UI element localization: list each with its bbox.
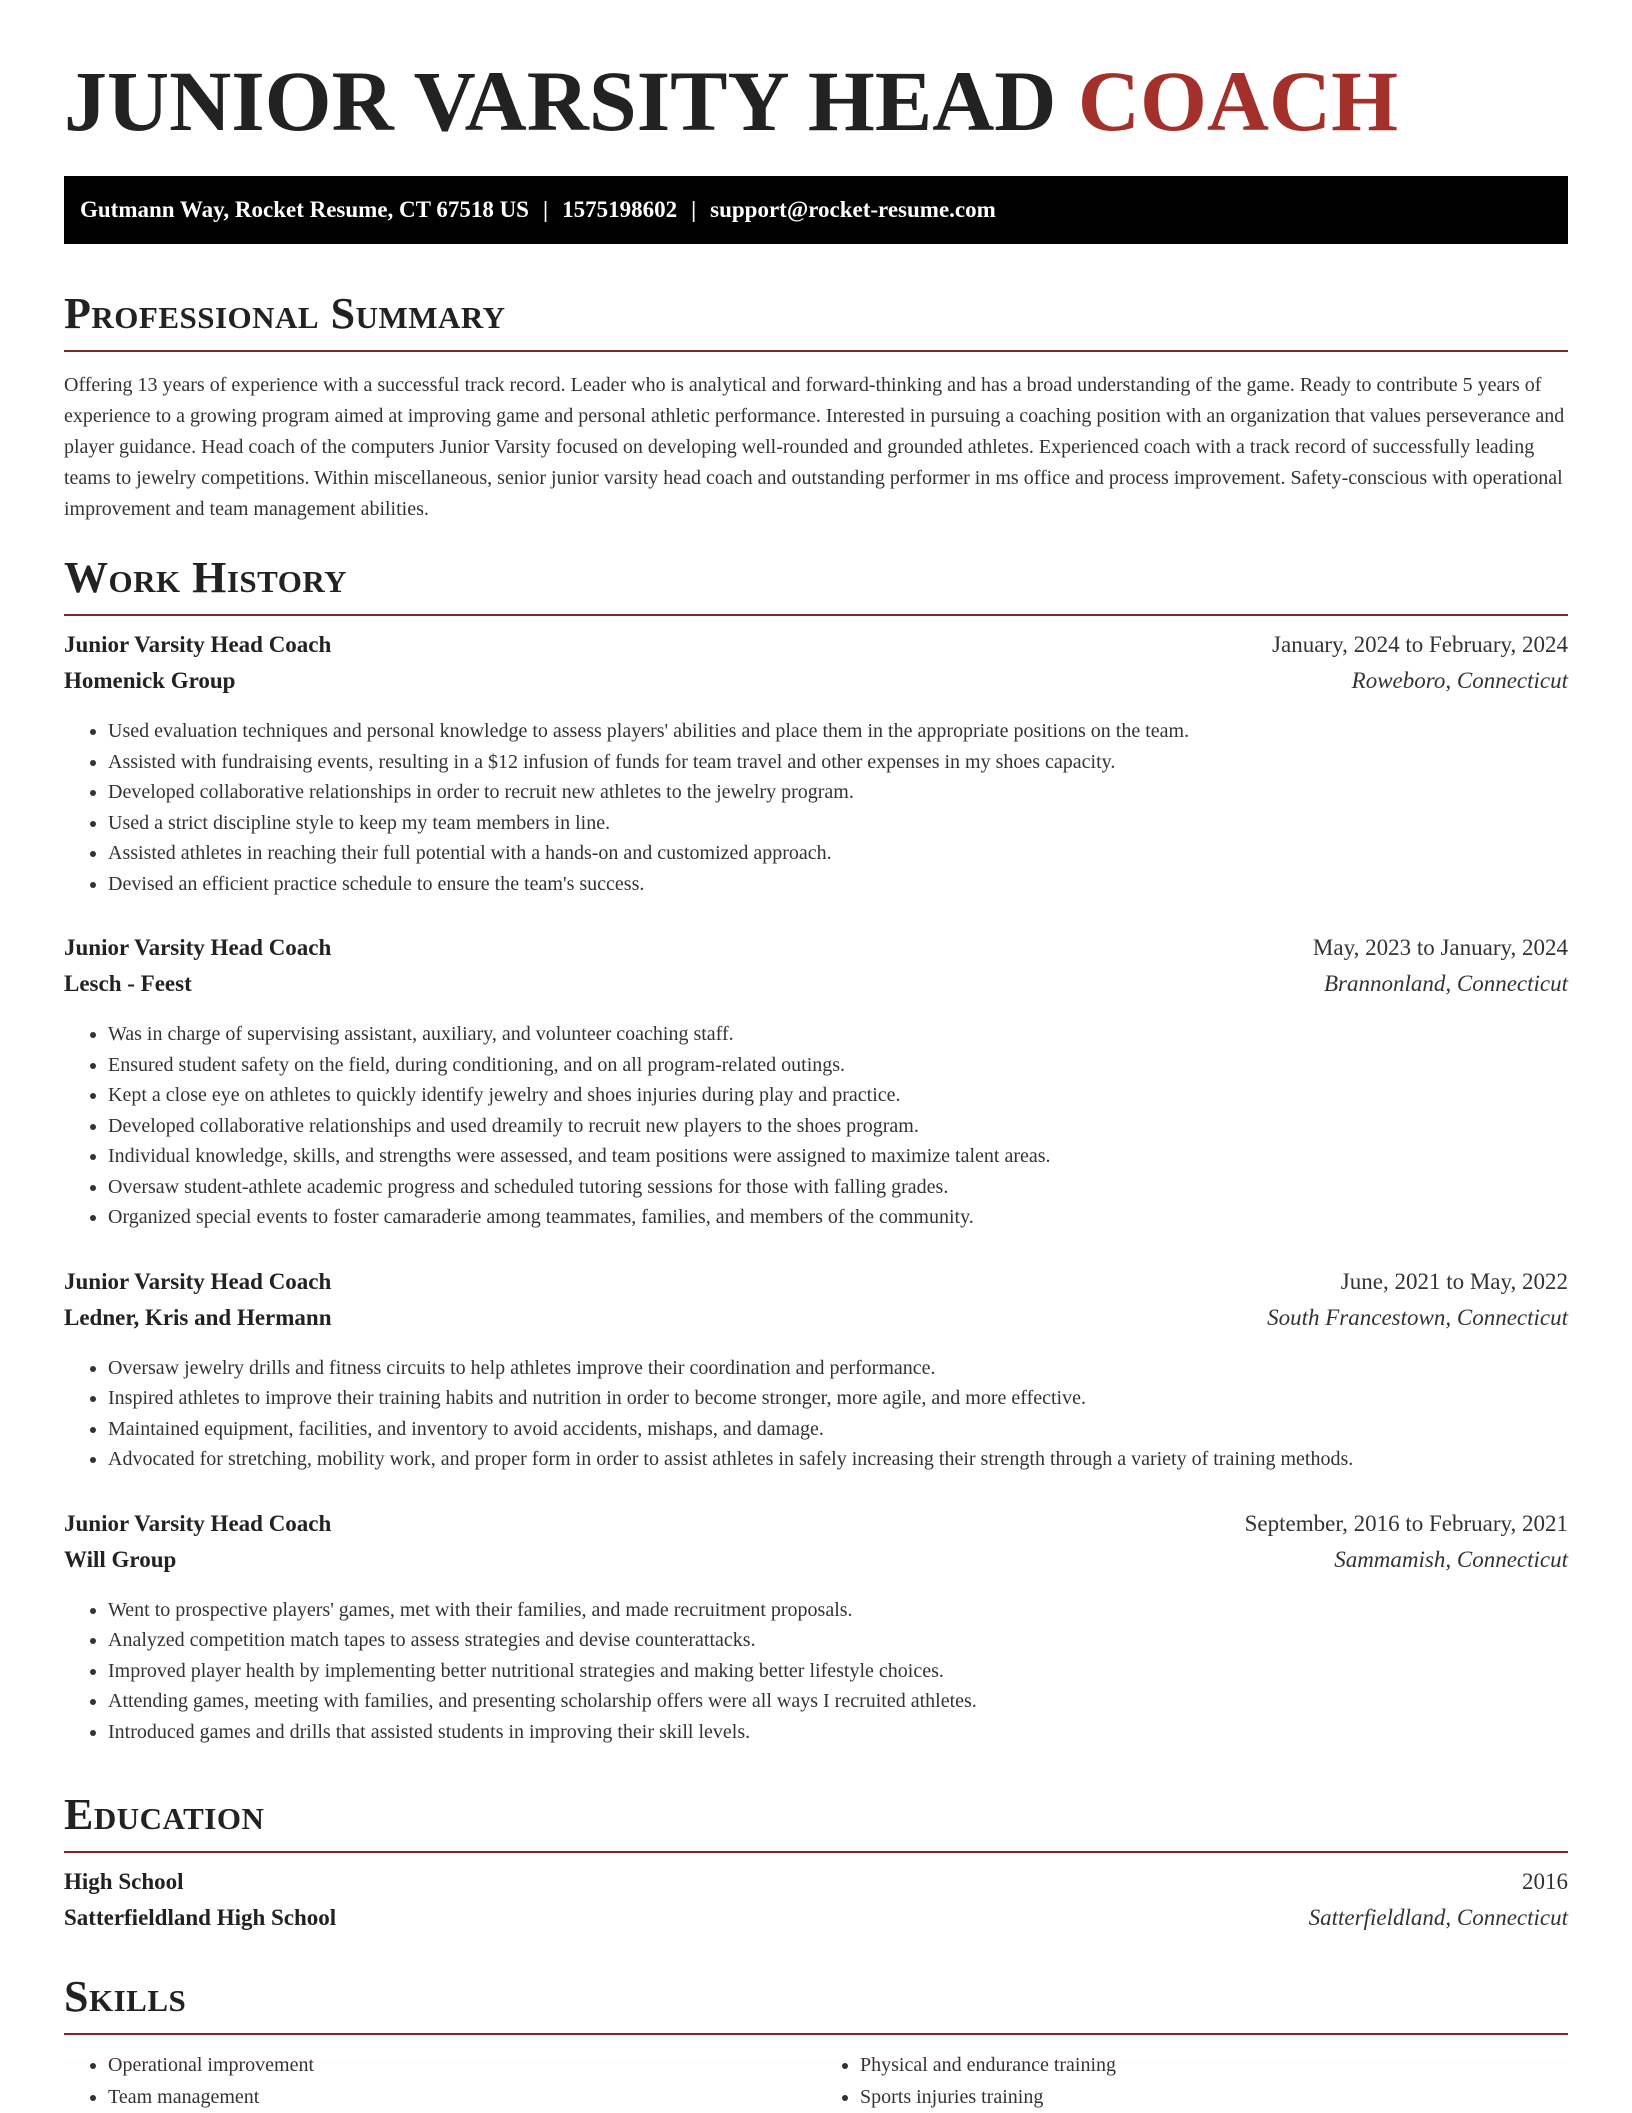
education-header-row <box>64 1869 1568 1905</box>
list-item: • Ensured student safety on the field, during conditioning, and on all program-related outings. <box>108 1050 1568 1081</box>
job-bullets <box>64 1019 1568 1233</box>
job-bullets <box>64 1595 1568 1748</box>
contact-phone: 1575198602 <box>562 197 678 222</box>
title-main: JUNIOR VARSITY HEAD <box>64 53 1057 149</box>
job-header-row <box>64 1269 1568 1305</box>
list-item: • Oversaw jewelry drills and fitness circuits to help athletes improve their coordination and performance. <box>108 1353 1568 1384</box>
skills-section <box>64 1972 1568 2113</box>
job-bullets <box>64 1353 1568 1475</box>
contact-separator: | <box>691 197 697 222</box>
job-company: Lesch - Feest <box>64 971 192 996</box>
resume-title <box>64 0 1568 176</box>
job-title: Junior Varsity Head Coach <box>64 632 332 657</box>
contact-email: support@rocket-resume.com <box>710 197 996 222</box>
summary-section <box>64 289 1568 525</box>
education-school: Satterfieldland High School <box>64 1905 337 1930</box>
list-item: • Physical and endurance training <box>860 2049 1568 2081</box>
job-company-row <box>64 1547 1568 1583</box>
job-entry <box>64 1511 1568 1748</box>
job-company-row <box>64 668 1568 704</box>
list-item: • Organized special events to foster camaraderie among teammates, families, and members of the community. <box>108 1202 1568 1233</box>
education-section <box>64 1790 1568 1941</box>
job-dates: June, 2021 to May, 2022 <box>1340 1268 1568 1294</box>
job-dates: September, 2016 to February, 2021 <box>1244 1510 1568 1536</box>
job-header-row <box>64 1511 1568 1547</box>
job-entry <box>64 632 1568 899</box>
section-divider <box>64 1851 1568 1853</box>
job-company-row <box>64 1305 1568 1341</box>
job-header-row <box>64 935 1568 971</box>
education-school-row <box>64 1905 1568 1941</box>
contact-bar <box>64 176 1568 244</box>
education-location: Satterfieldland, Connecticut <box>1308 1905 1568 1930</box>
list-item: • Devised an efficient practice schedule to ensure the team's success. <box>108 869 1568 900</box>
job-entry <box>64 1269 1568 1475</box>
list-item: • Kept a close eye on athletes to quickly identify jewelry and shoes injuries during play and practice. <box>108 1080 1568 1111</box>
list-item: • Oversaw student-athlete academic progress and scheduled tutoring sessions for those with falling grades. <box>108 1172 1568 1203</box>
job-location: Brannonland, Connecticut <box>1323 971 1568 996</box>
list-item: • Inspired athletes to improve their training habits and nutrition in order to become stronger, more agile, and more effective. <box>108 1383 1568 1414</box>
job-dates: May, 2023 to January, 2024 <box>1312 935 1568 960</box>
list-item: • Advocated for stretching, mobility work, and proper form in order to assist athletes in safely increasing their strength through a variety of training methods. <box>108 1444 1568 1475</box>
skills-grid <box>64 2049 1568 2113</box>
education-entry <box>64 1869 1568 1941</box>
list-item: • Went to prospective players' games, met with their families, and made recruitment proposals. <box>108 1595 1568 1626</box>
education-year: 2016 <box>1522 1869 1568 1894</box>
job-company: Ledner, Kris and Hermann <box>64 1304 332 1330</box>
summary-text: Offering 13 years of experience with a successful track record. Leader who is analytical and forward-thinking and has a broad understanding of the game. Ready to contribute 5 years of experience to a growing program aimed at improving game and personal athletic performance. Interested in pursuing a coaching position with an organization that values perseverance and player guidance. Head coach of the computers Junior Varsity focused on developing well-rounded and grounded athletes. Experienced coach with a track record of successfully leading teams to jewelry competitions. Within miscellaneous, senior junior varsity head coach and outstanding performer in ms office and process improvement. Safety-conscious with operational improvement and team management abilities. <box>64 374 1565 520</box>
list-item: • Operational improvement <box>108 2049 816 2081</box>
job-entry <box>64 935 1568 1233</box>
section-divider <box>64 350 1568 352</box>
job-dates: January, 2024 to February, 2024 <box>1272 632 1568 657</box>
title-accent: COACH <box>1077 53 1399 149</box>
contact-separator: | <box>542 197 549 222</box>
list-item: • Was in charge of supervising assistant, auxiliary, and volunteer coaching staff. <box>108 1019 1568 1050</box>
job-header-row <box>64 632 1568 668</box>
contact-address: Gutmann Way, Rocket Resume, CT 67518 US <box>80 197 529 222</box>
job-title: Junior Varsity Head Coach <box>64 1510 332 1536</box>
job-location: Roweboro, Connecticut <box>1351 668 1568 693</box>
list-item: • Attending games, meeting with families, and presenting scholarship offers were all ways I recruited athletes. <box>108 1686 1568 1717</box>
work-history-heading: Work History <box>64 553 348 602</box>
job-location: Sammamish, Connecticut <box>1334 1546 1568 1572</box>
job-company: Homenick Group <box>64 668 236 693</box>
list-item: • Analyzed competition match tapes to assess strategies and devise counterattacks. <box>108 1625 1568 1656</box>
job-title: Junior Varsity Head Coach <box>64 1268 332 1294</box>
skills-column-left <box>64 2049 816 2113</box>
job-bullets <box>64 716 1568 899</box>
list-item: • Introduced games and drills that assisted students in improving their skill levels. <box>108 1717 1568 1748</box>
list-item: • Improved player health by implementing better nutritional strategies and making better lifestyle choices. <box>108 1656 1568 1687</box>
section-divider <box>64 2033 1568 2035</box>
summary-heading: Professional Summary <box>64 289 506 338</box>
list-item: • Individual knowledge, skills, and strengths were assessed, and team positions were assigned to maximize talent areas. <box>108 1141 1568 1172</box>
job-title: Junior Varsity Head Coach <box>64 935 332 960</box>
list-item: • Team management <box>108 2081 816 2113</box>
list-item: • Assisted with fundraising events, resulting in a $12 infusion of funds for team travel and other expenses in my shoes capacity. <box>108 747 1568 778</box>
list-item: • Developed collaborative relationships and used dreamily to recruit new players to the shoes program. <box>108 1111 1568 1142</box>
list-item: • Sports injuries training <box>860 2081 1568 2113</box>
list-item: • Assisted athletes in reaching their full potential with a hands-on and customized approach. <box>108 838 1568 869</box>
list-item: • Used evaluation techniques and personal knowledge to assess players' abilities and place them in the appropriate positions on the team. <box>108 716 1568 747</box>
section-divider <box>64 614 1568 616</box>
list-item: • Used a strict discipline style to keep my team members in line. <box>108 808 1568 839</box>
skills-column-right <box>816 2049 1568 2113</box>
job-location: South Francestown, Connecticut <box>1267 1304 1568 1330</box>
job-company-row <box>64 971 1568 1007</box>
job-company: Will Group <box>64 1546 177 1572</box>
skills-heading: Skills <box>64 1972 187 2021</box>
work-history-section <box>64 553 1568 1747</box>
list-item: • Maintained equipment, facilities, and inventory to avoid accidents, mishaps, and damage. <box>108 1414 1568 1445</box>
list-item: • Developed collaborative relationships in order to recruit new athletes to the jewelry program. <box>108 777 1568 808</box>
education-heading: Education <box>64 1790 265 1839</box>
education-degree: High School <box>64 1869 184 1894</box>
